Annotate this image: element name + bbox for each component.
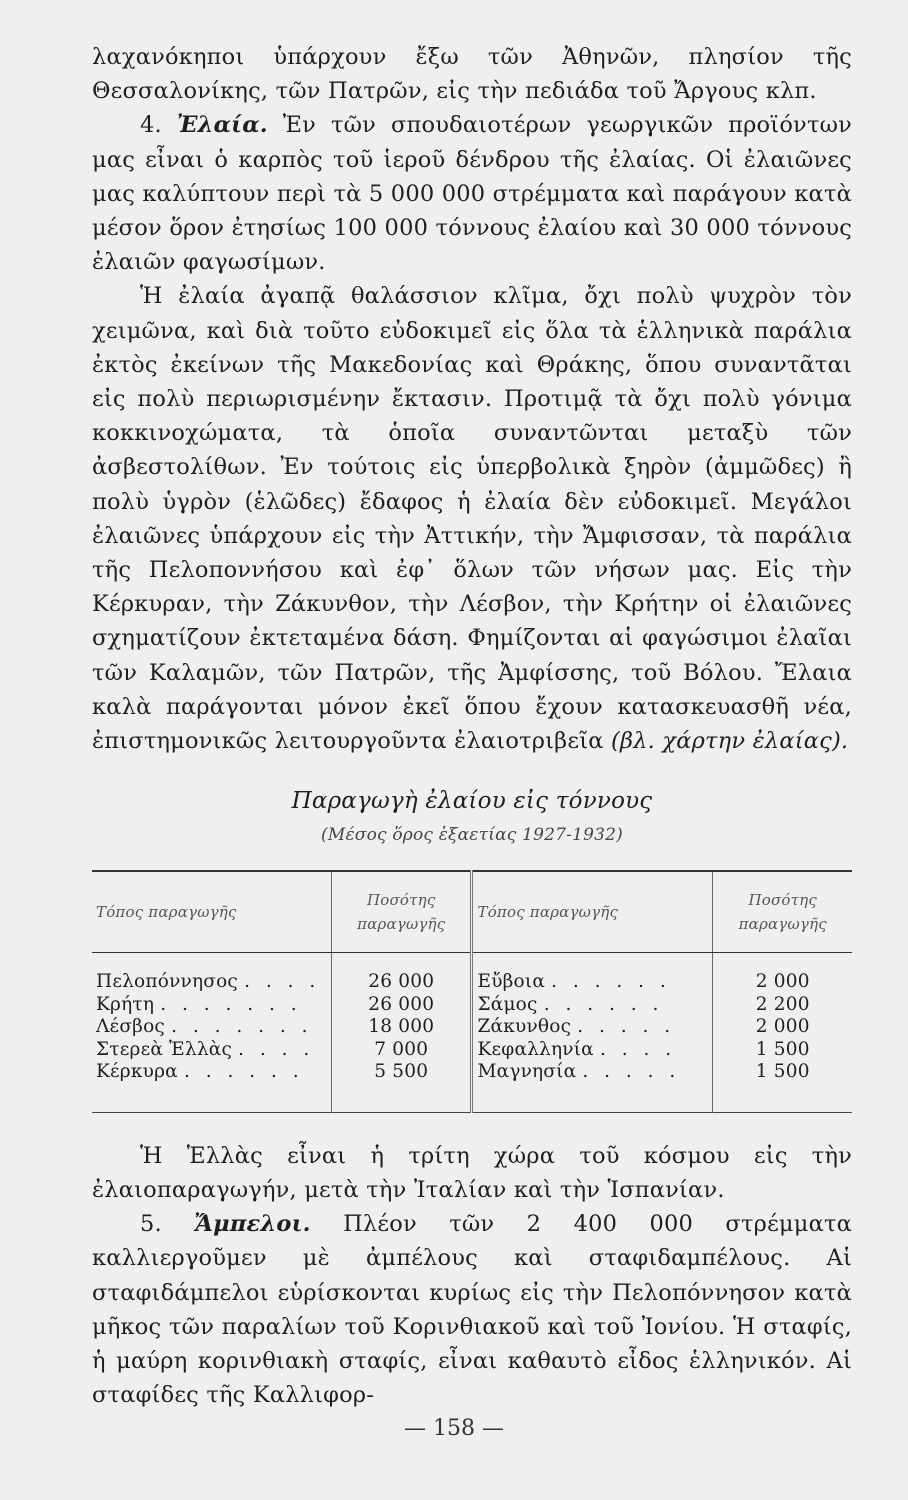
page-number: — 158 —: [404, 1416, 504, 1441]
qty-cell: 2 000: [713, 1016, 852, 1039]
olive-oil-production-table: [92, 870, 852, 1113]
map-reference: (βλ. χάρτην ἐλαίας).: [611, 728, 849, 755]
olive-intro-text: Ἐν τῶν σπουδαιοτέρων γεωργικῶν προϊόντων μας εἶναι ὁ καρπὸς τοῦ ἱεροῦ δένδρου τῆς ἐλαίας. Οἱ ἐλαιῶνες μας καλύπτουν περὶ τὰ 5 000 000 στρέμματα καὶ παράγουν κατὰ μέσον ὅρον ἐτησίως 100 000 τόννους ἐλαίου καὶ 30 000 τόννους ἐλαιῶν φαγωσίμων.: [92, 112, 853, 276]
header-place-right: Τόπος παραγωγῆς: [472, 871, 713, 953]
qty-cell: 5 500: [331, 1061, 472, 1112]
table-subtitle: (Μέσος ὅρος ἑξαετίας 1927-1932): [321, 825, 623, 846]
place-cell: Εὔβοια . . . . . .: [472, 953, 713, 994]
qty-cell: 1 500: [713, 1039, 852, 1062]
qty-cell: 2 000: [713, 953, 852, 994]
text-column: [92, 40, 852, 1412]
qty-cell: 2 200: [713, 994, 852, 1017]
header-qty-left: Ποσότης παραγωγῆς: [331, 871, 472, 953]
qty-cell: 7 000: [331, 1039, 472, 1062]
qty-cell: 26 000: [331, 994, 472, 1017]
paragraph-olive: [92, 108, 852, 279]
paragraph-vines: [92, 1207, 852, 1412]
section-number: 4.: [140, 112, 162, 139]
vines-text: Πλέον τῶν 2 400 000 στρέμματα καλλιεργοῦμεν μὲ ἀμπέλους καὶ σταφιδαμπέλους. Αἱ σταφιδάμπελοι εὑρίσκονται κυρίως εἰς τὴν Πελοπόννησον κατὰ μῆκος τῶν παραλίων τοῦ Κορινθιακοῦ καὶ τοῦ Ἰονίου. Ἡ σταφίς, ἡ μαύρη κορινθιακὴ σταφίς, εἶναι καθαυτὸ εἶδος ἑλληνικόν. Αἱ σταφίδες τῆς Καλλιφορ-: [92, 1211, 853, 1409]
place-cell: Μαγνησία . . . . .: [472, 1061, 713, 1112]
place-cell: Κεφαλληνία . . . .: [472, 1039, 713, 1062]
qty-cell: 1 500: [713, 1061, 852, 1112]
section-heading-vines: Ἄμπελοι.: [194, 1211, 311, 1238]
section-heading-olive: Ἐλαία.: [176, 112, 268, 139]
section-number: 5.: [140, 1211, 162, 1238]
table-row: [92, 953, 852, 994]
place-cell: Πελοπόννησος . . . .: [96, 971, 321, 993]
place-cell: Ζάκυνθος . . . . .: [472, 1016, 713, 1039]
olive-climate-text: Ἡ ἐλαία ἀγαπᾷ θαλάσσιον κλῖμα, ὄχι πολὺ ψυχρὸν τὸν χειμῶνα, καὶ διὰ τοῦτο εὐδοκιμεῖ εἰς ὅλα τὰ ἑλληνικὰ παράλια ἐκτὸς ἐκείνων τῆς Μακεδονίας καὶ Θράκης, ὅπου συναντᾶται εἰς πολὺ περιωρισμένην ἔκτασιν. Προτιμᾷ τὰ ὄχι πολὺ γόνιμα κοκκινοχώματα, τὰ ὁποῖα συναντῶνται μεταξὺ τῶν ἀσβεστολίθων. Ἐν τούτοις εἰς ὑπερβολικὰ ξηρὸν (ἀμμῶδες) ἢ πολὺ ὑγρὸν (ἑλῶδες) ἔδαφος ἡ ἐλαία δὲν εὐδοκιμεῖ. Μεγάλοι ἐλαιῶνες ὑπάρχουν εἰς τὴν Ἀττικήν, τὴν Ἄμφισσαν, τὰ παράλια τῆς Πελοποννήσου καὶ ἐφ᾽ ὅλων τῶν νήσων μας. Εἰς τὴν Κέρκυραν, τὴν Ζάκυνθον, τὴν Λέσβον, τὴν Κρήτην οἱ ἐλαιῶνες σχηματίζουν ἐκτεταμένα δάση. Φημίζονται αἱ φαγώσιμοι ἐλαῖαι τῶν Καλαμῶν, τῶν Πατρῶν, τῆς Ἀμφίσσης, τοῦ Βόλου. Ἔλαια καλὰ παράγονται μόνον ἐκεῖ ὅπου ἔχουν κατασκευασθῆ νέα, ἐπιστημονικῶς λειτουργοῦντα ἐλαιοτριβεῖα: [92, 283, 852, 755]
table-row: [92, 1039, 852, 1062]
qty-cell: 26 000: [331, 953, 472, 994]
paragraph-olive-ranking: Ἡ Ἑλλὰς εἶναι ἡ τρίτη χώρα τοῦ κόσμου εἰς τὴν ἐλαιοπαραγωγήν, μετὰ τὴν Ἰταλίαν καὶ τὴν Ἱσπανίαν.: [92, 1142, 852, 1203]
place-cell: Σάμος . . . . . .: [472, 994, 713, 1017]
table-row: [92, 994, 852, 1017]
table-row: [92, 1016, 852, 1039]
header-place-left: Τόπος παραγωγῆς: [92, 871, 331, 953]
place-cell: Κέρκυρα . . . . . .: [96, 1061, 304, 1083]
place-cell: Κρήτη . . . . . . .: [96, 993, 302, 1015]
header-qty-right: Ποσότης παραγωγῆς: [713, 871, 852, 953]
table-header-row: [92, 871, 852, 953]
table-title: Παραγωγὴ ἐλαίου εἰς τόννους: [291, 788, 653, 815]
qty-cell: 18 000: [331, 1016, 472, 1039]
paragraph-vegetable-gardens: λαχανόκηποι ὑπάρχουν ἔξω τῶν Ἀθηνῶν, πλησίον τῆς Θεσσαλονίκης, τῶν Πατρῶν, εἰς τὴν πεδιάδα τοῦ Ἄργους κλπ.: [92, 44, 852, 105]
paragraph-olive-climate: [92, 279, 852, 758]
place-cell: Λέσβος . . . . . . .: [96, 1016, 313, 1038]
table-row: [92, 1061, 852, 1112]
place-cell: Στερεὰ Ἑλλὰς . . . .: [96, 1038, 315, 1060]
